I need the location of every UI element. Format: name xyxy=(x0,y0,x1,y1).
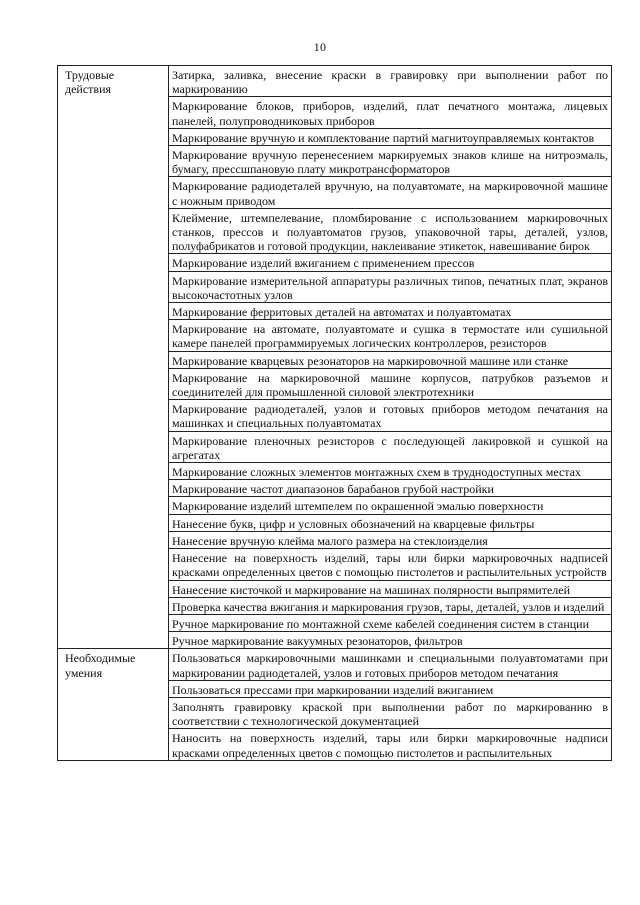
item-text: Пользоваться прессами при маркировании изделий вжиганием xyxy=(172,682,494,697)
item-cell xyxy=(169,597,612,614)
item-text: Проверка качества вжигания и маркирования грузов, тары, деталей, узлов и изделий xyxy=(172,599,605,614)
item-text: Нанесение букв, цифр и условных обозначений на кварцевые фильтры xyxy=(172,516,535,531)
item-cell xyxy=(169,66,612,97)
item-text: Нанесение вручную клейма малого размера на стеклоизделия xyxy=(172,533,488,548)
item-text: Маркирование ферритовых деталей на автоматах и полуавтоматах xyxy=(172,305,512,320)
item-text: Маркирование частот диапазонов барабанов грубой настройки xyxy=(172,482,494,497)
item-cell xyxy=(169,549,612,580)
item-text: Маркирование измерительной аппаратуры различных типов, печатных плат, экранов высокочастотных узлов xyxy=(172,273,608,302)
item-cell xyxy=(169,632,612,649)
item-text: Маркирование радиодеталей вручную, на полуавтомате, на маркировочной машине с ножным приводом xyxy=(172,179,608,208)
item-text: Нанесение на поверхность изделий, тары или бирки маркировочных надписей красками определенных цветов с помощью пистолетов и распылительных устройств xyxy=(172,551,608,580)
item-text: Маркирование радиодеталей, узлов и готовых приборов методом печатания на машинках и специальных полуавтоматах xyxy=(172,402,608,431)
section-label-cell xyxy=(58,649,169,760)
item-text: Маркирование блоков, приборов, изделий, плат печатного монтажа, лицевых панелей, полупроводниковых приборов xyxy=(172,99,608,128)
item-text: Маркирование изделий штемпелем по окрашенной эмалью поверхности xyxy=(172,499,544,514)
item-cell xyxy=(169,97,612,128)
item-cell xyxy=(169,254,612,271)
item-cell xyxy=(169,497,612,514)
section-label: Необходимые умения xyxy=(65,651,136,680)
item-text: Маркирование вручную перенесением маркируемых знаков клише на нитроэмаль, бумагу, прессшпановую плату микротрансформаторов xyxy=(172,148,608,177)
item-cell xyxy=(169,580,612,597)
item-cell xyxy=(169,177,612,208)
item-text: Маркирование изделий вжиганием с применением прессов xyxy=(172,256,475,271)
item-text: Маркирование сложных элементов монтажных схем в труднодоступных местах xyxy=(172,465,581,480)
item-text: Наносить на поверхность изделий, тары или бирки маркировочные надписи красками определенных цветов с помощью пистолетов и распылительных xyxy=(172,731,608,760)
table-row xyxy=(58,649,612,680)
item-cell xyxy=(169,146,612,177)
item-cell xyxy=(169,351,612,368)
item-cell xyxy=(169,614,612,631)
item-cell xyxy=(169,531,612,548)
item-text: Маркирование на автомате, полуавтомате и сушка в термостате или сушильной камере панелей программируемых логических контроллеров, резисторов xyxy=(172,322,608,351)
item-text: Пользоваться маркировочными машинками и специальными полуавтоматами при маркировании радиодеталей, узлов и готовых приборов методом печатания xyxy=(172,651,608,680)
item-cell xyxy=(169,680,612,697)
item-cell xyxy=(169,649,612,680)
item-text: Заполнять гравировку краской при выполнении работ по маркированию в соответствии с технологической документацией xyxy=(172,699,608,729)
section-label: Трудовые действия xyxy=(65,68,115,97)
item-text: Ручное маркирование вакуумных резонаторов, фильтров xyxy=(172,634,463,649)
item-cell xyxy=(169,480,612,497)
requirements-table xyxy=(57,65,612,761)
item-text: Нанесение кисточкой и маркирование на машинах полярности выпрямителей xyxy=(172,582,571,597)
item-text: Маркирование на маркировочной машине корпусов, патрубков разъемов и соединителей для промышленной силовой электротехники xyxy=(172,370,608,400)
section-label-cell xyxy=(58,66,169,649)
item-cell xyxy=(169,697,612,728)
item-text: Ручное маркирование по монтажной схеме кабелей соединения систем в станции xyxy=(172,616,589,631)
table-row xyxy=(58,66,612,97)
item-text: Клеймение, штемпелевание, пломбирование с использованием маркировочных станков, прессов и полуавтоматов грузов, упаковочной тары, деталей, узлов, полуфабрикатов и готовой продукции, наклеивание этикеток, навешивание бирок xyxy=(172,210,608,254)
item-cell xyxy=(169,208,612,254)
item-cell xyxy=(169,303,612,320)
item-cell xyxy=(169,463,612,480)
item-cell xyxy=(169,431,612,462)
item-cell xyxy=(169,128,612,145)
item-cell xyxy=(169,368,612,399)
item-cell xyxy=(169,514,612,531)
item-cell xyxy=(169,400,612,431)
item-cell xyxy=(169,320,612,351)
item-text: Маркирование вручную и комплектование партий магнитоуправляемых контактов xyxy=(172,130,595,145)
page-number: 10 xyxy=(313,40,327,54)
item-cell xyxy=(169,729,612,760)
item-text: Маркирование пленочных резисторов с последующей лакировкой и сушкой на агрегатах xyxy=(172,433,608,462)
table-body xyxy=(58,66,612,761)
item-cell xyxy=(169,271,612,302)
item-text: Затирка, заливка, внесение краски в гравировку при выполнении работ по маркированию xyxy=(172,68,608,97)
item-text: Маркирование кварцевых резонаторов на маркировочной машине или станке xyxy=(172,353,569,368)
